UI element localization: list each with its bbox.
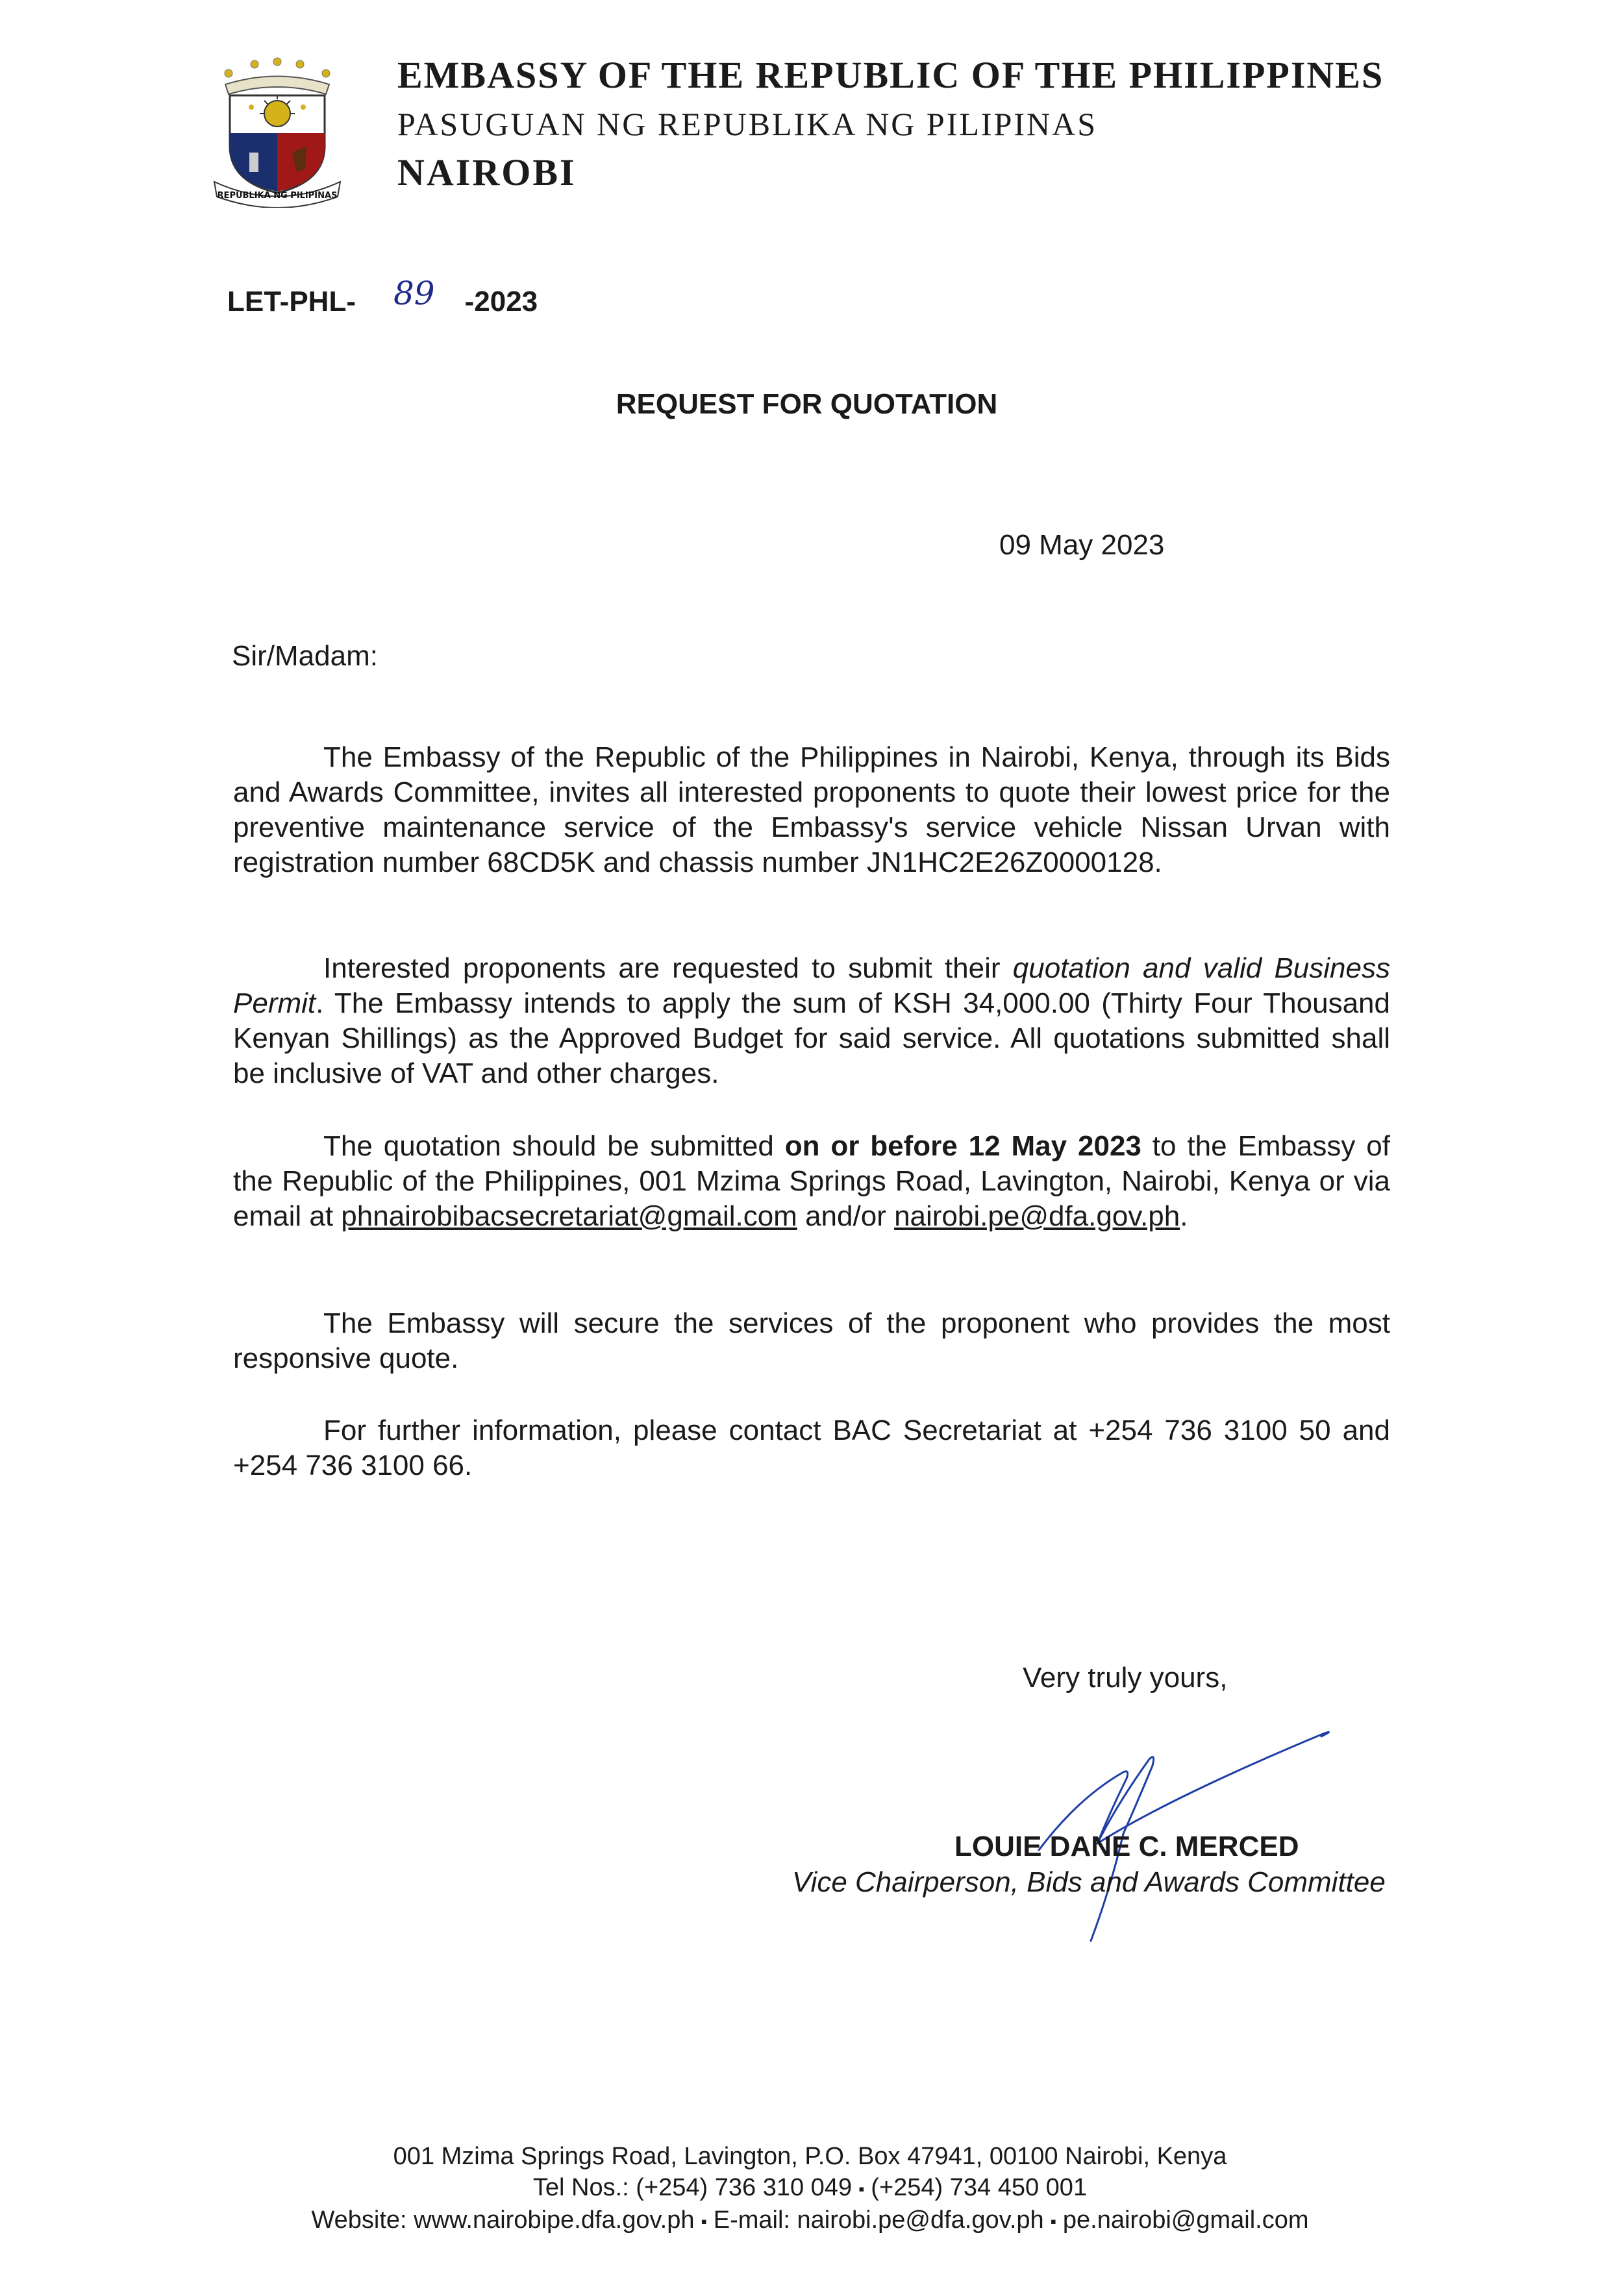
paragraph-submission: The quotation should be submitted on or before 12 May 2023 to the Embassy of the Republic of the Philippines, 001 Mzima Springs Road, Lavington, Nairobi, Kenya or via email at phnairobibacsecretariat@gmail.com and/or nairobi.pe@dfa.gov.ph. <box>233 1130 1390 1232</box>
letter-date: 09 May 2023 <box>999 529 1165 561</box>
svg-text:REPUBLIKA NG PILIPINAS: REPUBLIKA NG PILIPINAS <box>217 191 338 201</box>
reference-prefix: LET-PHL- <box>227 286 356 317</box>
footer-email-2[interactable]: pe.nairobi@gmail.com <box>1062 2206 1309 2234</box>
paragraph-requirements: Interested proponents are requested to submit their quotation and valid Business Permit. The Embassy intends to apply the sum of KSH 34,000.00 (Thirty Four Thousand Kenyan Shillings) as the Approved Budget for said service. All quotations submitted shall be inclusive of VAT and other charges. <box>233 952 1390 1089</box>
paragraph-award: The Embassy will secure the services of the proponent who provides the most responsive quote. <box>233 1307 1390 1374</box>
paragraph-contact: For further information, please contact BAC Secretariat at +254 736 3100 50 and +254 736 3100 66. <box>233 1414 1390 1481</box>
footer <box>0 2141 1620 2237</box>
letterhead-filipino-name: PASUGUAN NG REPUBLIKA NG PILIPINAS <box>397 106 1098 142</box>
footer-website[interactable]: Website: www.nairobipe.dfa.gov.ph <box>311 2206 695 2234</box>
footer-web-email: Website: www.nairobipe.dfa.gov.ph ▪ E-mail: nairobi.pe@dfa.gov.ph ▪ pe.nairobi@gmail.com <box>311 2206 1309 2234</box>
deadline-text: on or before 12 May 2023 <box>784 1130 1141 1162</box>
signatory-position: Vice Chairperson, Bids and Awards Committee <box>792 1866 1386 1898</box>
footer-address: 001 Mzima Springs Road, Lavington, P.O. Box 47941, 00100 Nairobi, Kenya <box>393 2143 1227 2170</box>
reference-number <box>227 275 538 319</box>
bac-email-link[interactable]: phnairobibacsecretariat@gmail.com <box>341 1200 797 1232</box>
footer-telephone: Tel Nos.: (+254) 736 310 049 ▪ (+254) 734 450 001 <box>532 2174 1088 2201</box>
salutation: Sir/Madam: <box>232 640 378 672</box>
letterhead-embassy-name: EMBASSY OF THE REPUBLIC OF THE PHILIPPINES <box>397 54 1384 96</box>
letterhead-city: NAIROBI <box>397 151 577 193</box>
footer-email[interactable]: E-mail: nairobi.pe@dfa.gov.ph <box>713 2206 1044 2234</box>
signatory-name: LOUIE DANE C. MERCED <box>954 1831 1299 1862</box>
document-title: REQUEST FOR QUOTATION <box>616 388 998 420</box>
reference-suffix: -2023 <box>464 286 538 317</box>
reference-handwritten-number: 89 <box>393 275 435 312</box>
closing-phrase: Very truly yours, <box>1023 1662 1228 1694</box>
philippine-seal-icon <box>209 49 345 208</box>
paragraph-invitation: The Embassy of the Republic of the Philippines in Nairobi, Kenya, through its Bids and Awards Committee, invites all interested proponents to quote their lowest price for the preventive maintenance service of the Embassy's service vehicle Nissan Urvan with registration number 68CD5K and chassis number JN1HC2E26Z0000128. <box>233 741 1390 878</box>
embassy-email-link[interactable]: nairobi.pe@dfa.gov.ph <box>894 1200 1180 1232</box>
